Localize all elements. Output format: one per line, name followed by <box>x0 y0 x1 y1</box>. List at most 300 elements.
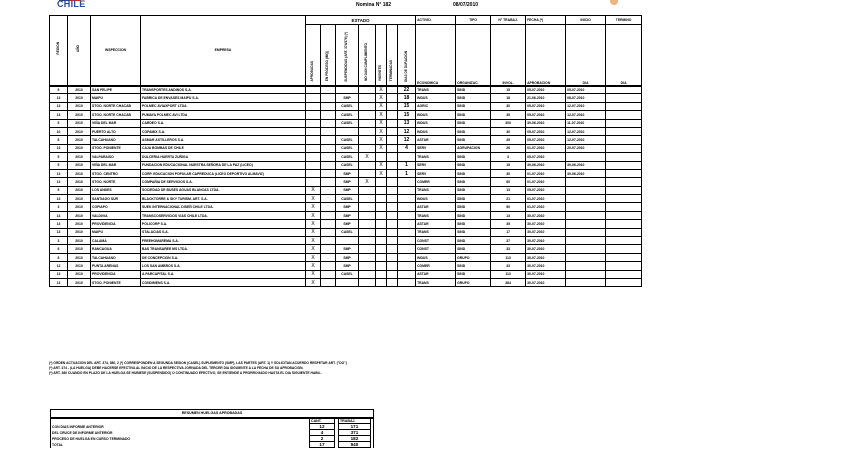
cell-fecha: 01-07-2010 <box>526 195 566 203</box>
cell-region: 13 <box>50 278 68 286</box>
cell-suspendidas: SMP <box>336 245 359 253</box>
col-inspeccion: INSPECCION <box>91 16 141 86</box>
cell-inspeccion: SAN FELIPE <box>91 86 141 94</box>
cell-tipo: SIND <box>456 136 491 144</box>
cell-aprobadas <box>306 119 321 127</box>
cell-inicio: 05-07-2010 <box>566 86 606 94</box>
cell-anio: 2010 <box>68 111 91 119</box>
cell-actividad: ASTAR <box>416 203 456 211</box>
cell-aprobadas: X <box>306 211 321 219</box>
header-row-top <box>50 16 642 25</box>
cell-terminadas <box>387 127 398 135</box>
summary-title: RESUMEN HUELGAS APROBADAS <box>51 410 374 418</box>
cell-fecha: 30-07-2010 <box>526 262 566 270</box>
cell-region: 8 <box>50 136 68 144</box>
cell-vigentes <box>376 278 387 286</box>
cell-dias-duracion <box>398 270 416 278</box>
cell-no-dan-cumplimiento <box>359 262 376 270</box>
cell-anio: 2010 <box>68 153 91 161</box>
cell-no-dan-cumplimiento <box>359 102 376 110</box>
cell-inspeccion: SANTIAGO SUR <box>91 195 141 203</box>
cell-termino <box>606 127 642 135</box>
cell-fecha: 01-07-2010 <box>526 203 566 211</box>
cell-actividad: SERV <box>416 144 456 152</box>
cell-terminadas <box>387 245 398 253</box>
cell-trabajadores: 384 <box>491 278 526 286</box>
footnote: (*) ORDEN ACTUACION DEL ART. 374, 380, 2 (*) CORRESPONDEN A SEGUNDA SESION (CASEL) SUPLEMENTO (SMP), LAS PARTES (ART. 1) Y SOLICITAN ACUERDO RESPETAR ART. ("DO") <box>49 361 347 365</box>
cell-termino <box>606 111 642 119</box>
cell-dias-duracion: 1 <box>398 161 416 169</box>
cell-vigentes <box>376 178 387 186</box>
cell-fecha: 30-07-2010 <box>526 220 566 228</box>
cell-fecha: 21-06-2010 <box>526 94 566 102</box>
cell-inspeccion: VALPARAISO <box>91 153 141 161</box>
cell-no-dan-cumplimiento <box>359 136 376 144</box>
cell-suspendidas: SMP <box>336 262 359 270</box>
summary-table <box>50 409 374 448</box>
table-row <box>50 161 642 169</box>
summary-col-cant: CANT. <box>309 418 334 424</box>
cell-actividad: TRANS <box>416 186 456 194</box>
cell-suspendidas <box>336 127 359 135</box>
cell-termino <box>606 195 642 203</box>
cell-tipo: SIND <box>456 119 491 127</box>
cell-terminadas <box>387 186 398 194</box>
cell-inspeccion: PUNTA ARENAS <box>91 262 141 270</box>
cell-termino <box>606 211 642 219</box>
col-terminadas: TERMINADAS <box>387 25 398 86</box>
table-row <box>50 102 642 110</box>
cell-inspeccion: VALDIVIA <box>91 211 141 219</box>
cell-suspendidas: CASEL <box>336 270 359 278</box>
table-row <box>50 153 642 161</box>
cell-region: 10 <box>50 127 68 135</box>
col-termino-top: TERMINO <box>606 16 642 25</box>
table-row <box>50 119 642 127</box>
cell-terminadas <box>387 153 398 161</box>
cell-aprobadas: X <box>306 186 321 194</box>
cell-aprobadas <box>306 94 321 102</box>
cell-empresa: CAJA BOMBAS DE CHILE <box>141 144 306 152</box>
cell-trabajadores: 35 <box>491 111 526 119</box>
cell-trabajadores: 113 <box>491 253 526 261</box>
cell-fecha: 01-07-2010 <box>526 144 566 152</box>
strikes-table <box>49 15 642 287</box>
cell-region: 13 <box>50 178 68 186</box>
cell-actividad: AGRIC <box>416 102 456 110</box>
cell-dias-duracion <box>398 186 416 194</box>
cell-anio: 2010 <box>68 86 91 94</box>
cell-inicio <box>566 262 606 270</box>
cell-anio: 2010 <box>68 119 91 127</box>
cell-aprobadas: X <box>306 237 321 245</box>
cell-region: 5 <box>50 153 68 161</box>
cell-region: 13 <box>50 195 68 203</box>
cell-trabajadores: 35 <box>491 220 526 228</box>
table-row <box>50 253 642 261</box>
cell-aprobadas <box>306 161 321 169</box>
cell-inicio <box>566 228 606 236</box>
cell-dias-duracion: 12 <box>398 127 416 135</box>
cell-trabajadores: 30 <box>491 102 526 110</box>
cell-vigentes <box>376 245 387 253</box>
cell-no-dan-cumplimiento <box>359 186 376 194</box>
cell-vigentes <box>376 220 387 228</box>
cell-aprobadas <box>306 111 321 119</box>
cell-fecha: 30-07-2010 <box>526 211 566 219</box>
cell-empresa: FREEHOMAREMA S.A. <box>141 237 306 245</box>
cell-inspeccion: MAIPU <box>91 94 141 102</box>
cell-suspendidas: CASEL <box>336 161 359 169</box>
cell-termino <box>606 178 642 186</box>
cell-inicio <box>566 220 606 228</box>
cell-terminadas <box>387 203 398 211</box>
cell-tipo: SIND <box>456 262 491 270</box>
cell-no-dan-cumplimiento: X <box>359 178 376 186</box>
cell-anio: 2010 <box>68 178 91 186</box>
cell-inicio <box>566 253 606 261</box>
cell-actividad: COMER <box>416 178 456 186</box>
cell-no-dan-cumplimiento <box>359 86 376 94</box>
cell-actividad: INDUS <box>416 195 456 203</box>
document-title: Nomina N° 182 <box>356 2 392 8</box>
cell-dias-duracion <box>398 203 416 211</box>
table-row <box>50 94 642 102</box>
cell-trabajadores: 300 <box>491 119 526 127</box>
cell-region: 13 <box>50 228 68 236</box>
col-en-proceso: EN PROCESO (IMQ) <box>321 25 336 86</box>
cell-suspendidas: SMP <box>336 186 359 194</box>
cell-terminadas <box>387 253 398 261</box>
cell-trabajadores: 113 <box>491 270 526 278</box>
cell-vigentes: X <box>376 94 387 102</box>
cell-inicio <box>566 245 606 253</box>
cell-inicio: 08-07-2010 <box>566 94 606 102</box>
cell-empresa: FUNDACION EDUCACIONAL NUESTRA SEÑORA DE LA PAZ (LICEO) <box>141 161 306 169</box>
cell-inspeccion: MAIPU <box>91 228 141 236</box>
col-aprobadas: APROBADAS <box>306 25 321 86</box>
cell-empresa: SUEK INTERNACIONAL DISEÑ CHILE LTDA. <box>141 203 306 211</box>
cell-suspendidas: SMP <box>336 253 359 261</box>
cell-no-dan-cumplimiento <box>359 144 376 152</box>
cell-inspeccion: PUERTO ALTO <box>91 127 141 135</box>
cell-no-dan-cumplimiento <box>359 94 376 102</box>
cell-en-proceso <box>321 86 336 94</box>
cell-fecha: 30-07-2010 <box>526 270 566 278</box>
cell-anio: 2010 <box>68 245 91 253</box>
col-anio: AÑO <box>68 16 91 86</box>
cell-anio: 2010 <box>68 270 91 278</box>
cell-empresa: POLICORP S.A. <box>141 220 306 228</box>
cell-dias-duracion <box>398 278 416 286</box>
cell-tipo: SIND <box>456 169 491 177</box>
cell-termino <box>606 203 642 211</box>
cell-termino <box>606 245 642 253</box>
cell-fecha: 05-07-2010 <box>526 86 566 94</box>
cell-inicio <box>566 195 606 203</box>
cell-en-proceso <box>321 195 336 203</box>
col-suspendidas: SUSPENDIDAS (ART. 374/376) (*) <box>336 25 359 86</box>
corner-logo-icon <box>610 0 618 5</box>
cell-aprobadas <box>306 169 321 177</box>
cell-en-proceso <box>321 161 336 169</box>
cell-inicio <box>566 237 606 245</box>
cell-fecha: 30-07-2010 <box>526 278 566 286</box>
cell-fecha: 05-07-2010 <box>526 136 566 144</box>
cell-fecha: 30-07-2010 <box>526 253 566 261</box>
cell-aprobadas: X <box>306 270 321 278</box>
cell-tipo: SIND <box>456 161 491 169</box>
logo-wordmark: CHILE <box>57 0 86 9</box>
cell-actividad: ASTAR <box>416 220 456 228</box>
col-fecha: APROBACION <box>526 25 566 86</box>
cell-en-proceso <box>321 270 336 278</box>
cell-aprobadas: X <box>306 245 321 253</box>
table-body <box>50 86 642 287</box>
cell-actividad: TRANS <box>416 86 456 94</box>
cell-vigentes <box>376 228 387 236</box>
cell-fecha: 01-07-2010 <box>526 178 566 186</box>
cell-en-proceso <box>321 94 336 102</box>
cell-trabajadores: 33 <box>491 262 526 270</box>
cell-no-dan-cumplimiento <box>359 211 376 219</box>
footnote: (*) ART. 380 CUANDO EN PLAZO DE LA HUELGA SE HUBIESE (SUSPENDIDO) O CONTINUADO EFECTIVO, SE ENTIENDE A PRORROGADO HASTA EL DIA SIGUIENTE HABIL. <box>49 371 322 376</box>
cell-terminadas <box>387 262 398 270</box>
cell-no-dan-cumplimiento <box>359 203 376 211</box>
cell-actividad: COMER <box>416 262 456 270</box>
cell-actividad: SERV <box>416 169 456 177</box>
cell-anio: 2010 <box>68 228 91 236</box>
cell-trabajadores: 33 <box>491 245 526 253</box>
cell-empresa: ASMAR ASTILLEROS S.A. <box>141 136 306 144</box>
cell-no-dan-cumplimiento: X <box>359 153 376 161</box>
cell-en-proceso <box>321 186 336 194</box>
cell-region: 13 <box>50 270 68 278</box>
cell-anio: 2010 <box>68 186 91 194</box>
summary-row: DEL CRUCE DE INFORME ANTERIOR 4 371 <box>51 430 374 436</box>
cell-termino <box>606 186 642 194</box>
summary-total-row: TOTAL 17 940 <box>51 442 374 448</box>
cell-termino <box>606 237 642 245</box>
cell-trabajadores: 50 <box>491 203 526 211</box>
cell-actividad: INDUS <box>416 253 456 261</box>
col-actividad-top: ACTIVID. <box>416 16 456 25</box>
cell-region: 8 <box>50 253 68 261</box>
cell-tipo: SIND <box>456 195 491 203</box>
document-date: 08/07/2010 <box>453 2 479 8</box>
footnote: (*) ART. 374 - (LA HUELGA) DEBE HACERSE EFECTIVA AL INICIO DE LA RESPECTIVA JORNADA DEL TERCER DIA SIGUIENTE A LA FECHA DE SU APROBACION. <box>49 366 304 371</box>
cell-empresa: A.PARCAPITAL S.A. <box>141 270 306 278</box>
col-dias-duracion: DIAS DE DURACION <box>398 25 416 86</box>
cell-inspeccion: STGO. NORTE CHACAB <box>91 102 141 110</box>
cell-tipo: GRUPO <box>456 253 491 261</box>
cell-en-proceso <box>321 237 336 245</box>
col-termino: DIA <box>606 25 642 86</box>
cell-termino <box>606 262 642 270</box>
cell-empresa: SOCIEDAD DE BUSES AGUAS BLANCAS LTDA. <box>141 186 306 194</box>
table-row <box>50 169 642 177</box>
cell-empresa: TRANSCOSERVICIOS VIAS CHILE LTDA. <box>141 211 306 219</box>
cell-suspendidas: CASEL <box>336 195 359 203</box>
cell-suspendidas: CASEL <box>336 144 359 152</box>
cell-terminadas <box>387 220 398 228</box>
cell-region: 3 <box>50 203 68 211</box>
cell-no-dan-cumplimiento <box>359 253 376 261</box>
cell-region: 13 <box>50 111 68 119</box>
cell-dias-duracion: 15 <box>398 111 416 119</box>
cell-terminadas <box>387 178 398 186</box>
chile-logo <box>57 0 87 10</box>
cell-aprobadas: X <box>306 195 321 203</box>
cell-actividad: TRANS <box>416 211 456 219</box>
cell-no-dan-cumplimiento <box>359 270 376 278</box>
col-fecha-top: FECHA (*) <box>526 16 566 25</box>
cell-vigentes <box>376 186 387 194</box>
cell-empresa: TRANSPORTES ANDINOS S.A. <box>141 86 306 94</box>
cell-suspendidas: CASEL <box>336 136 359 144</box>
table-row <box>50 203 642 211</box>
cell-vigentes: X <box>376 161 387 169</box>
cell-en-proceso <box>321 253 336 261</box>
cell-vigentes <box>376 195 387 203</box>
cell-dias-duracion: 22 <box>398 86 416 94</box>
cell-termino <box>606 136 642 144</box>
cell-anio: 2010 <box>68 94 91 102</box>
summary-col-trabaj: TRABAJ. <box>338 418 370 424</box>
cell-aprobadas <box>306 144 321 152</box>
cell-en-proceso <box>321 203 336 211</box>
cell-aprobadas: X <box>306 262 321 270</box>
cell-inicio <box>566 186 606 194</box>
cell-actividad: INDUS <box>416 127 456 135</box>
cell-vigentes: X <box>376 136 387 144</box>
cell-inicio: 12-07-2010 <box>566 102 606 110</box>
cell-dias-duracion <box>398 220 416 228</box>
cell-vigentes <box>376 153 387 161</box>
cell-inicio <box>566 270 606 278</box>
footnotes <box>49 361 347 377</box>
cell-inicio: 12-07-2010 <box>566 127 606 135</box>
cell-tipo: SIND <box>456 86 491 94</box>
cell-anio: 2010 <box>68 169 91 177</box>
col-region: REGION <box>50 16 68 86</box>
cell-terminadas <box>387 169 398 177</box>
cell-suspendidas: SMP <box>336 178 359 186</box>
cell-no-dan-cumplimiento <box>359 119 376 127</box>
cell-anio: 2010 <box>68 144 91 152</box>
cell-tipo: GRUPO <box>456 278 491 286</box>
cell-suspendidas: CASEL <box>336 102 359 110</box>
cell-termino <box>606 228 642 236</box>
cell-trabajadores: 15 <box>491 161 526 169</box>
cell-inspeccion: TALCAHUANO <box>91 136 141 144</box>
cell-dias-duracion: 18 <box>398 94 416 102</box>
cell-empresa: BLACKTORRE & SKY TURISM. ART. S.A. <box>141 195 306 203</box>
cell-aprobadas <box>306 178 321 186</box>
cell-no-dan-cumplimiento <box>359 169 376 177</box>
cell-actividad: CONST <box>416 245 456 253</box>
table-row <box>50 136 642 144</box>
cell-dias-duracion: 4 <box>398 144 416 152</box>
cell-aprobadas: X <box>306 278 321 286</box>
cell-anio: 2010 <box>68 136 91 144</box>
cell-termino <box>606 270 642 278</box>
cell-dias-duracion <box>398 262 416 270</box>
table-row <box>50 270 642 278</box>
cell-inicio <box>566 178 606 186</box>
table-row <box>50 195 642 203</box>
cell-fecha: 05-07-2010 <box>526 153 566 161</box>
summary-row: PROCESO DE HUELGA EN CURSO TERMINADO 2 182 <box>51 436 374 442</box>
cell-dias-duracion <box>398 245 416 253</box>
cell-en-proceso <box>321 178 336 186</box>
cell-terminadas <box>387 119 398 127</box>
cell-fecha: 30-07-2010 <box>526 237 566 245</box>
cell-inicio: 30-06-2010 <box>566 169 606 177</box>
cell-tipo: SIND <box>456 220 491 228</box>
cell-trabajadores: 15 <box>491 86 526 94</box>
cell-inspeccion: STGO. NORTE <box>91 178 141 186</box>
cell-suspendidas: SMP <box>336 203 359 211</box>
cell-actividad: INDUS <box>416 119 456 127</box>
cell-aprobadas <box>306 153 321 161</box>
cell-inicio <box>566 153 606 161</box>
table-row <box>50 186 642 194</box>
cell-termino <box>606 169 642 177</box>
cell-inspeccion: RANCAGUA <box>91 245 141 253</box>
cell-region: 13 <box>50 94 68 102</box>
cell-anio: 2010 <box>68 127 91 135</box>
cell-termino <box>606 144 642 152</box>
cell-en-proceso <box>321 136 336 144</box>
cell-actividad: SERV <box>416 161 456 169</box>
cell-vigentes: X <box>376 86 387 94</box>
cell-fecha: 30-06-2010 <box>526 119 566 127</box>
table-row <box>50 127 642 135</box>
cell-region: 13 <box>50 220 68 228</box>
cell-region: 5 <box>50 86 68 94</box>
cell-dias-duracion <box>398 237 416 245</box>
cell-anio: 2010 <box>68 102 91 110</box>
col-inicio: DIA <box>566 25 606 86</box>
cell-trabajadores: 60 <box>491 178 526 186</box>
cell-en-proceso <box>321 102 336 110</box>
col-actividad: ECONOMICA <box>416 25 456 86</box>
cell-termino <box>606 94 642 102</box>
cell-terminadas <box>387 211 398 219</box>
cell-terminadas <box>387 278 398 286</box>
cell-aprobadas: X <box>306 220 321 228</box>
cell-fecha: 01-07-2010 <box>526 169 566 177</box>
col-empresa: EMPRESA <box>141 16 306 86</box>
cell-fecha: 30-07-2010 <box>526 245 566 253</box>
cell-actividad: TRANS <box>416 228 456 236</box>
cell-trabajadores: 37 <box>491 237 526 245</box>
cell-tipo: SIND <box>456 228 491 236</box>
cell-suspendidas <box>336 278 359 286</box>
cell-vigentes <box>376 262 387 270</box>
cell-tipo: SIND <box>456 270 491 278</box>
cell-tipo: SIND <box>456 245 491 253</box>
col-trabajadores: INVOL. <box>491 25 526 86</box>
cell-region: 12 <box>50 262 68 270</box>
cell-aprobadas <box>306 136 321 144</box>
cell-anio: 2010 <box>68 220 91 228</box>
cell-vigentes <box>376 270 387 278</box>
cell-trabajadores: 35 <box>491 136 526 144</box>
cell-terminadas <box>387 228 398 236</box>
cell-actividad: TRANS <box>416 278 456 286</box>
